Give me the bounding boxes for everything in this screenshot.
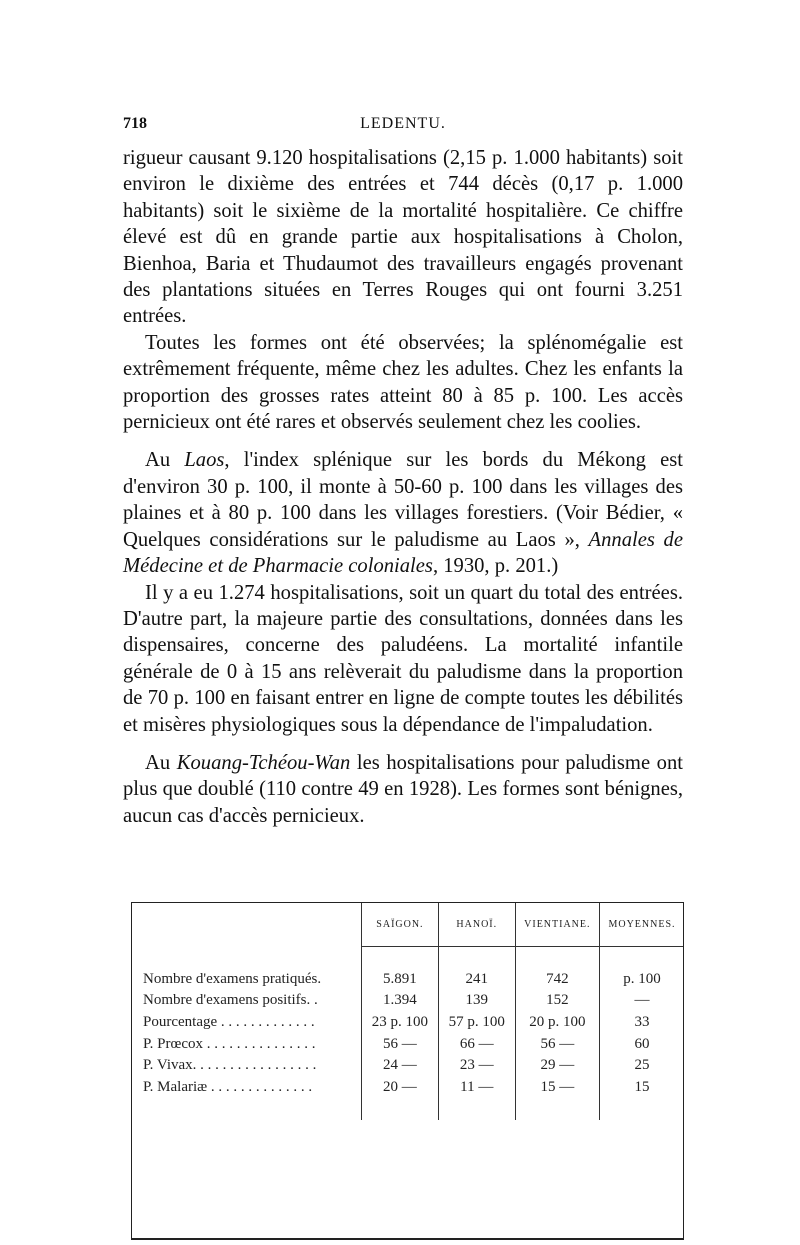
cell-hanoi: 57 p. 100 (438, 1012, 515, 1034)
cell-moyennes: 25 (599, 1055, 684, 1077)
column-header-moyennes: MOYENNES. (599, 902, 684, 947)
paragraph-1: rigueur causant 9.120 hospitalisations (2,15 p. 1.000 habitants) soit environ le dixième des entrées et 744 décès (0,17 p. 1.000 habitants) soit le sixième de la mortalité hospitalière. Ce chiffre élevé est dû en grande partie aux hospitalisations à Cholon, Bienhoa, Baria et Thudaumot des travailleurs engagés provenant des plantations situées en Terres Rouges qui ont fourni 3.251 entrées. (123, 147, 683, 328)
page-header (123, 115, 683, 145)
cell-moyennes: 15 (599, 1077, 684, 1099)
table-spacer-row (131, 947, 684, 969)
table-row (131, 1012, 684, 1034)
column-header-saigon: SAÏGON. (362, 902, 439, 947)
cell-moyennes: 33 (599, 1012, 684, 1034)
document-page (123, 115, 683, 829)
cell-saigon: 56 — (362, 1033, 439, 1055)
cell-vientiane: 742 (515, 969, 599, 991)
cell-hanoi: 23 — (438, 1055, 515, 1077)
row-label: Nombre d'examens positifs. . (143, 992, 318, 1009)
statistics-table (131, 902, 684, 1120)
cell-moyennes: p. 100 (599, 969, 684, 991)
cell-vientiane: 56 — (515, 1033, 599, 1055)
row-label: P. Prœcox . . . . . . . . . . . . . . . (143, 1035, 316, 1052)
running-title: LEDENTU. (360, 115, 446, 132)
page-number: 718 (123, 115, 147, 132)
cell-hanoi: 66 — (438, 1033, 515, 1055)
cell-vientiane: 29 — (515, 1055, 599, 1077)
cell-vientiane: 152 (515, 990, 599, 1012)
paragraph-3: Au Laos, l'index splénique sur les bords du Mékong est d'environ 30 p. 100, il monte à 50-60 p. 100 dans les villages des plaines et à 80 p. 100 dans les villages forestiers. (Voir Bédier, « Quelques considérations sur le paludisme au Laos », Annales de Médecine et de Pharmacie coloniales, 1930, p. 201.) (123, 449, 683, 578)
table-row (131, 1033, 684, 1055)
paragraph-2: Toutes les formes ont été observées; la splénomégalie est extrêmement fréquente, même chez les adultes. Chez les enfants la proportion des grosses rates atteint 80 à 85 p. 100. Les accès pernicieux ont été rares et observés seulement chez les coolies. (123, 331, 683, 434)
table-row (131, 1077, 684, 1099)
cell-moyennes: 60 (599, 1033, 684, 1055)
paragraph-5: Au Kouang-Tchéou-Wan les hospitalisations pour paludisme ont plus que doublé (110 contre 49 en 1928). Les formes sont bénignes, aucun cas d'accès pernicieux. (123, 751, 683, 827)
row-label: Pourcentage . . . . . . . . . . . . . (143, 1014, 315, 1031)
row-label: P. Malariæ . . . . . . . . . . . . . . (143, 1078, 313, 1095)
column-header-vientiane: VIENTIANE. (515, 902, 599, 947)
cell-hanoi: 11 — (438, 1077, 515, 1099)
column-header-hanoi: HANOÏ. (438, 902, 515, 947)
cell-saigon: 20 — (362, 1077, 439, 1099)
table-row (131, 969, 684, 991)
cell-moyennes: — (599, 990, 684, 1012)
table-bottom-padding (131, 1098, 684, 1120)
table-header-row (131, 902, 684, 947)
paragraph-4: Il y a eu 1.274 hospitalisations, soit un quart du total des entrées. D'autre part, la majeure partie des consultations, données dans les dispensaires, concerne des paludéens. La mortalité infantile générale de 0 à 15 ans relèverait du paludisme dans la proportion de 70 p. 100 en faisant entrer en ligne de compte toutes les débilités et misères physiologiques sous la dépendance de l'impaludation. (123, 581, 683, 736)
body-text (123, 145, 683, 829)
cell-saigon: 24 — (362, 1055, 439, 1077)
cell-vientiane: 15 — (515, 1077, 599, 1099)
cell-vientiane: 20 p. 100 (515, 1012, 599, 1034)
cell-saigon: 1.394 (362, 990, 439, 1012)
row-label: P. Vivax. . . . . . . . . . . . . . . . . (143, 1057, 317, 1074)
cell-saigon: 23 p. 100 (362, 1012, 439, 1034)
table-row (131, 990, 684, 1012)
cell-hanoi: 241 (438, 969, 515, 991)
table-row (131, 1055, 684, 1077)
cell-hanoi: 139 (438, 990, 515, 1012)
cell-saigon: 5.891 (362, 969, 439, 991)
row-label: Nombre d'examens pratiqués. (143, 970, 322, 987)
statistics-table-container (131, 902, 686, 1242)
table-header-blank (131, 902, 362, 947)
